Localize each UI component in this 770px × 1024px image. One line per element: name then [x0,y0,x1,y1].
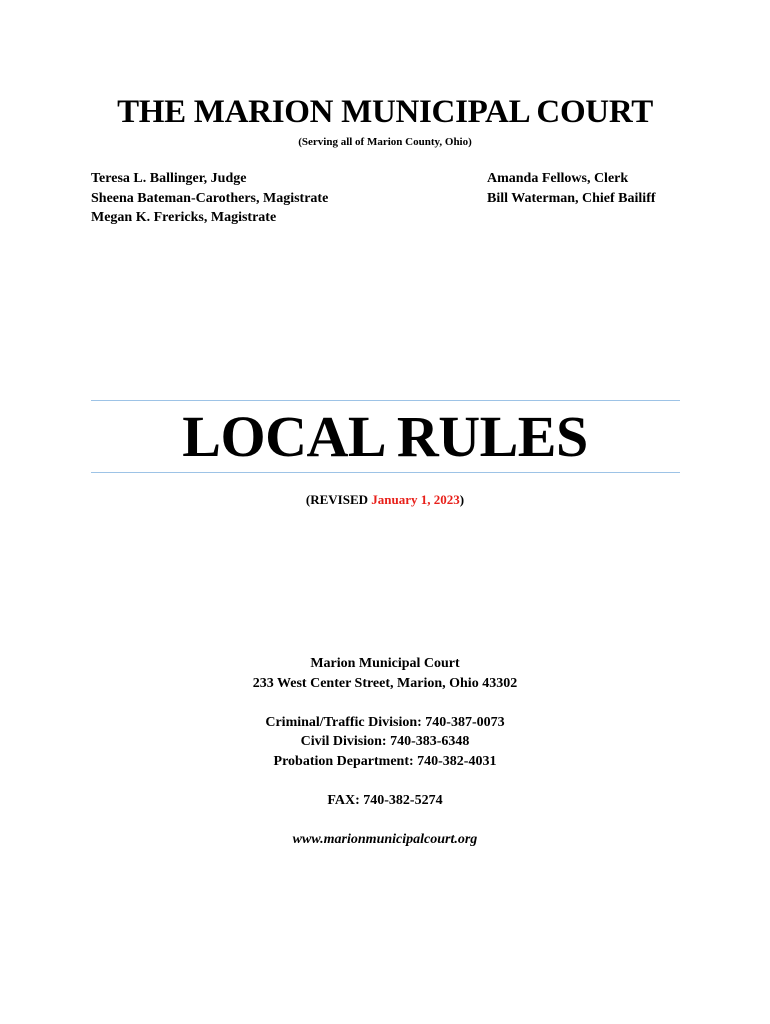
fax-number: FAX: 740-382-5274 [327,792,443,808]
contact-block [0,654,770,849]
officials-right-column [487,169,656,208]
spacer [0,810,770,830]
court-address: 233 West Center Street, Marion, Ohio 43302 [252,675,518,691]
court-subtitle: (Serving all of Marion County, Ohio) [298,136,472,148]
title-top-rule [91,400,680,401]
revision-date: January 1, 2023 [371,492,460,507]
official-judge: Teresa L. Ballinger, Judge [91,171,247,186]
court-title: THE MARION MUNICIPAL COURT [117,94,653,130]
criminal-traffic-phone: Criminal/Traffic Division: 740-387-0073 [265,714,505,730]
officials-left-column [91,169,328,228]
court-name: Marion Municipal Court [310,656,460,671]
official-magistrate-2: Megan K. Frericks, Magistrate [91,210,277,225]
revision-note [0,491,770,508]
title-bottom-rule [91,472,680,473]
revision-prefix: (REVISED [305,492,372,507]
official-clerk: Amanda Fellows, Clerk [487,171,629,186]
website-link[interactable]: www.marionmunicipalcourt.org [292,831,478,847]
civil-division-phone: Civil Division: 740-383-6348 [300,734,470,749]
probation-phone: Probation Department: 740-382-4031 [273,753,497,769]
official-chief-bailiff: Bill Waterman, Chief Bailiff [487,190,656,206]
official-magistrate-1: Sheena Bateman-Carothers, Magistrate [91,190,329,206]
spacer [0,693,770,713]
document-title: LOCAL RULES [182,404,588,469]
revision-suffix: ) [459,492,465,507]
spacer [0,771,770,791]
